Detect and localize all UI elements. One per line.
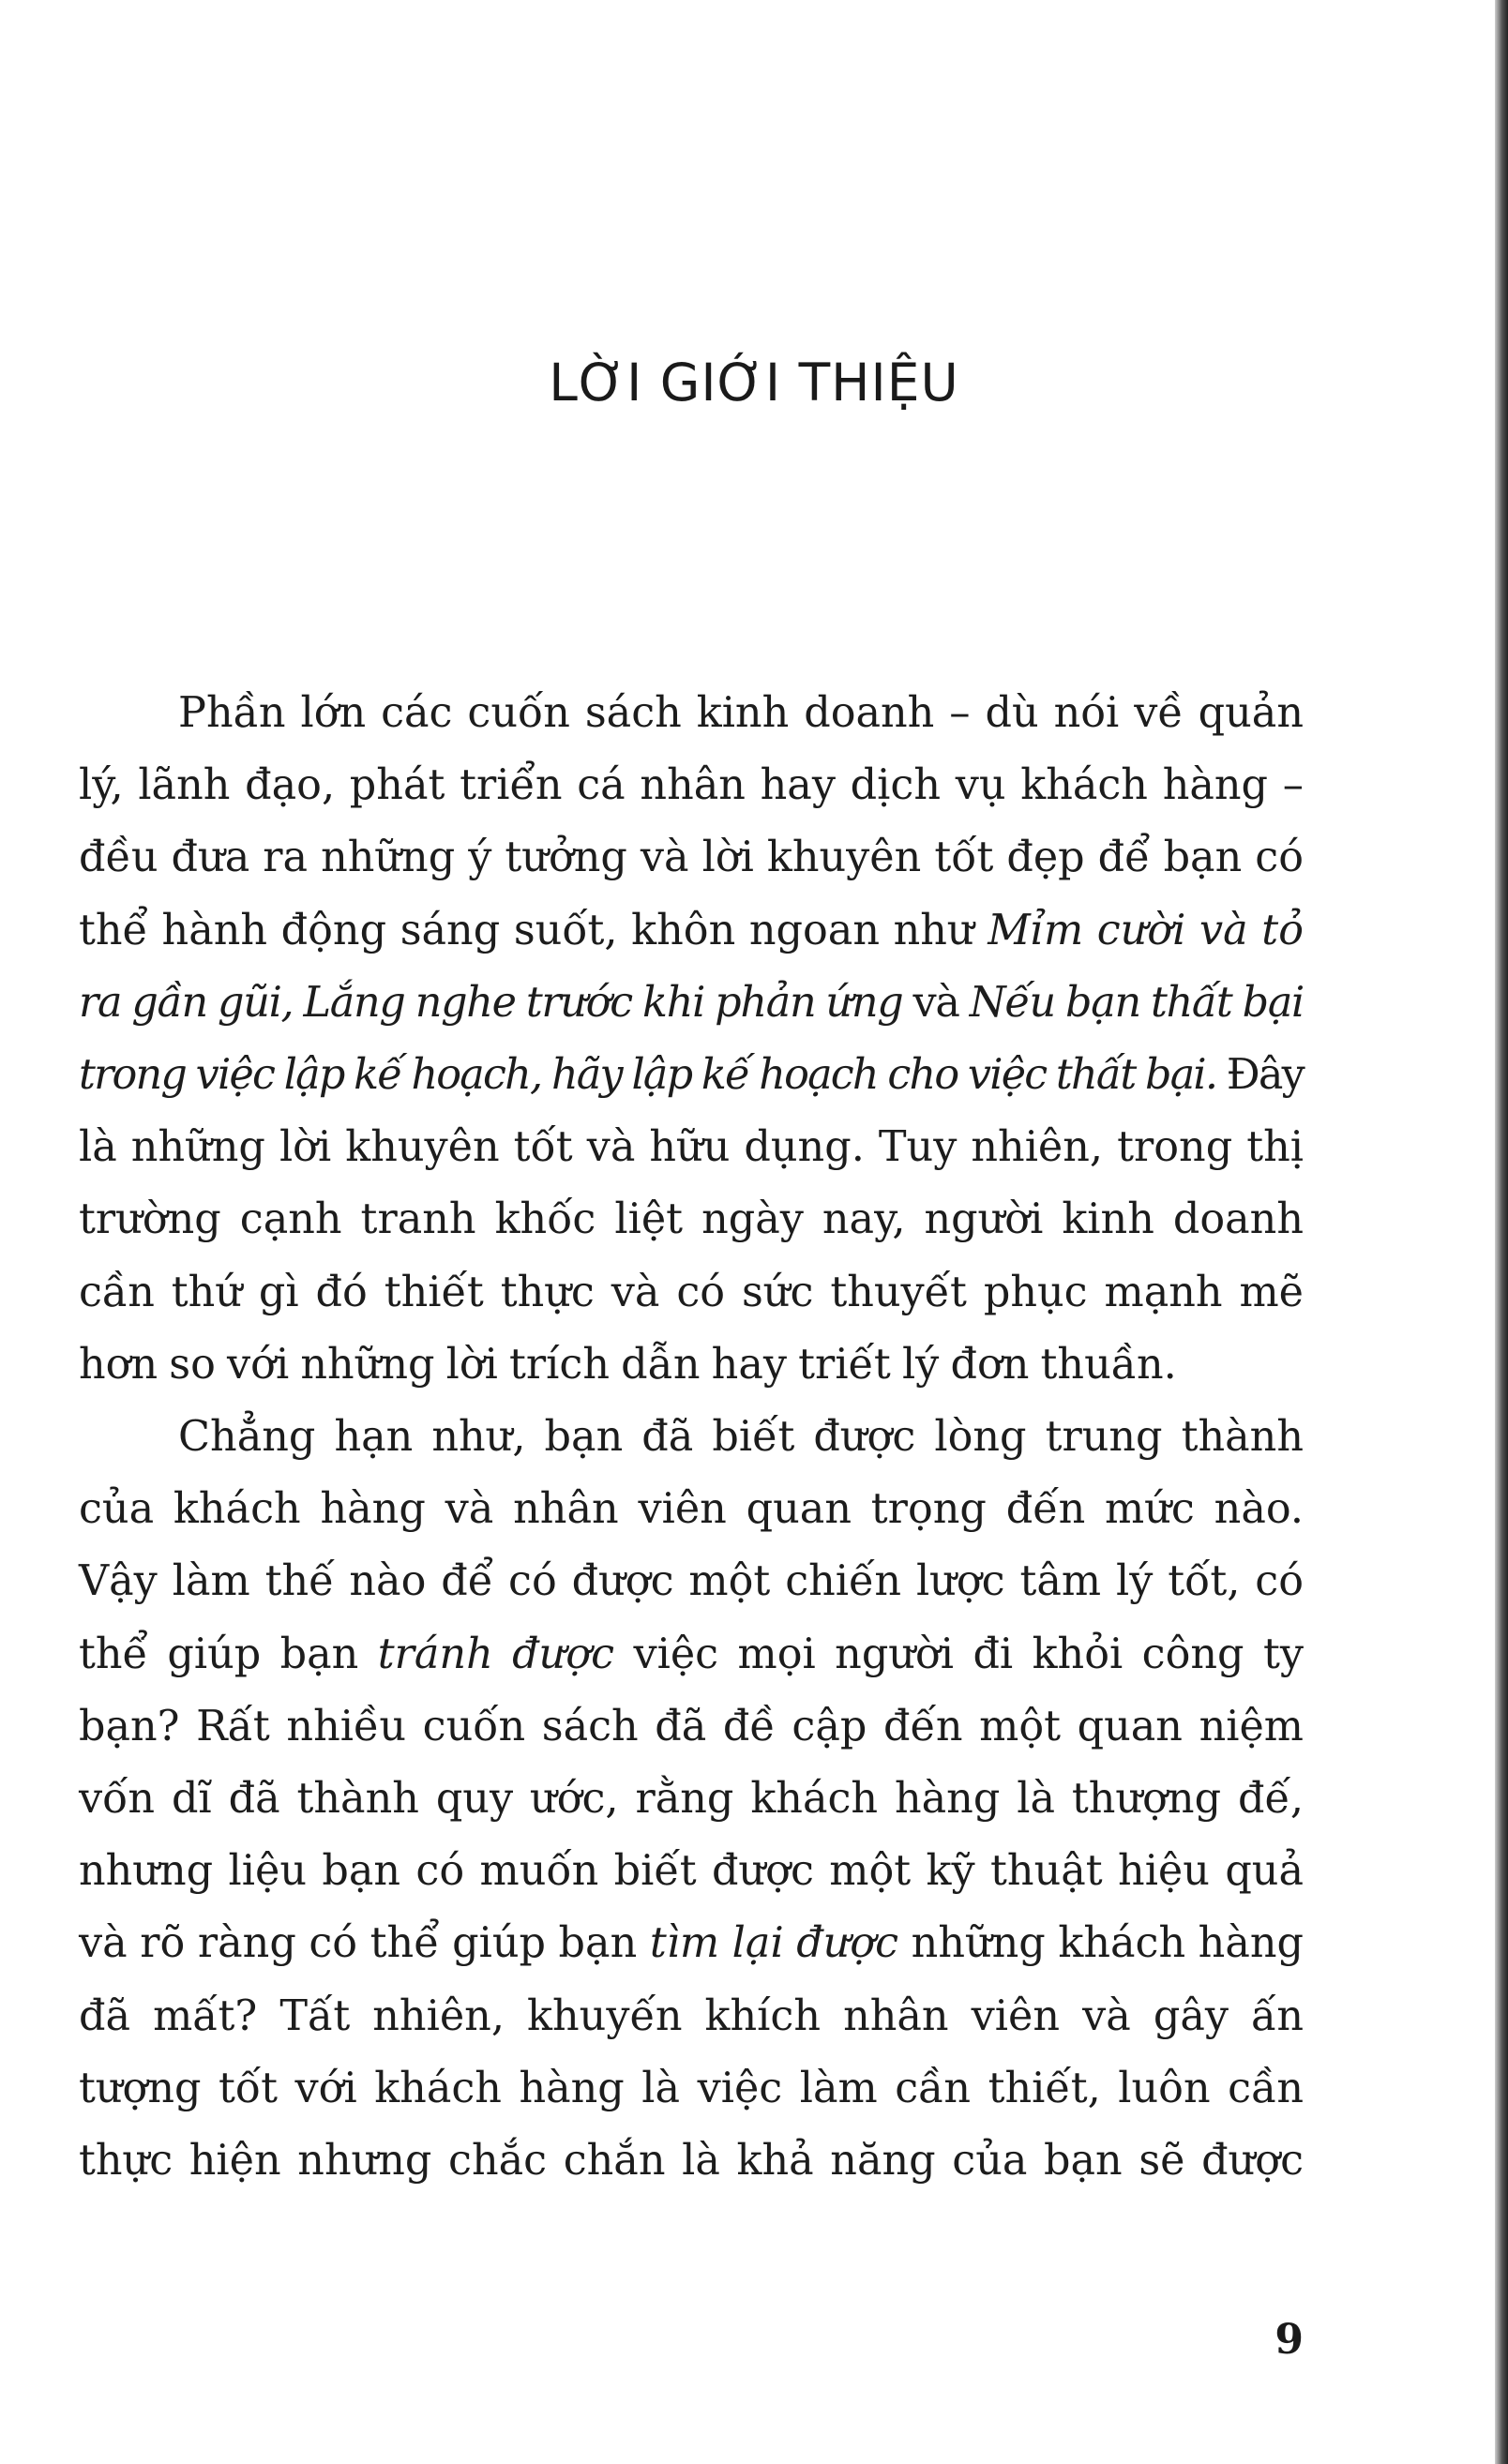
- text-line: đã mất? Tất nhiên, khuyến khích nhân viên và gây ấn: [79, 1991, 1304, 2040]
- paragraph-1: [79, 677, 1304, 1401]
- text-line: trong việc lập kế hoạch, hãy lập kế hoạch cho việc thất bại. Đây: [79, 1051, 1304, 1100]
- chapter-title: LỜI GIỚI THIỆU: [549, 353, 959, 413]
- text-line: bạn? Rất nhiều cuốn sách đã đề cập đến một quan niệm: [79, 1702, 1304, 1750]
- text-line: đều đưa ra những ý tưởng và lời khuyên tốt đẹp để bạn có: [79, 834, 1304, 882]
- text-line: lý, lãnh đạo, phát triển cá nhân hay dịch vụ khách hàng –: [79, 761, 1304, 810]
- text-line: ra gần gũi, Lắng nghe trước khi phản ứng và Nếu bạn thất bại: [79, 978, 1304, 1027]
- text-line: Chẳng hạn như, bạn đã biết được lòng trung thành: [178, 1413, 1304, 1462]
- text-line: của khách hàng và nhân viên quan trọng đến mức nào.: [79, 1485, 1304, 1534]
- text-line: Phần lớn các cuốn sách kinh doanh – dù nói về quản: [178, 689, 1304, 737]
- text-line: thực hiện nhưng chắc chắn là khả năng của bạn sẽ được: [79, 2137, 1304, 2186]
- text-line: cần thứ gì đó thiết thực và có sức thuyết phục mạnh mẽ: [79, 1268, 1304, 1316]
- text-line: là những lời khuyên tốt và hữu dụng. Tuy nhiên, trong thị: [79, 1123, 1304, 1172]
- text-line: Vậy làm thế nào để có được một chiến lược tâm lý tốt, có: [79, 1557, 1304, 1606]
- text-line: nhưng liệu bạn có muốn biết được một kỹ thuật hiệu quả: [79, 1847, 1304, 1896]
- text-line: trường cạnh tranh khốc liệt ngày nay, người kinh doanh: [79, 1195, 1304, 1244]
- text-line: tượng tốt với khách hàng là việc làm cần thiết, luôn cần: [79, 2064, 1304, 2112]
- page-number: 9: [1274, 2316, 1304, 2364]
- text-line: thể hành động sáng suốt, khôn ngoan như Mỉm cười và tỏ: [79, 906, 1304, 954]
- paragraph-2: [79, 1401, 1304, 2197]
- text-line: và rõ ràng có thể giúp bạn tìm lại được những khách hàng: [79, 1919, 1304, 1968]
- text-line: vốn dĩ đã thành quy ước, rằng khách hàng là thượng đế,: [79, 1775, 1304, 1824]
- body-text: [79, 677, 1304, 2197]
- text-line: thể giúp bạn tránh được việc mọi người đi khỏi công ty: [79, 1630, 1304, 1678]
- text-line: hơn so với những lời trích dẫn hay triết lý đơn thuần.: [79, 1340, 1177, 1389]
